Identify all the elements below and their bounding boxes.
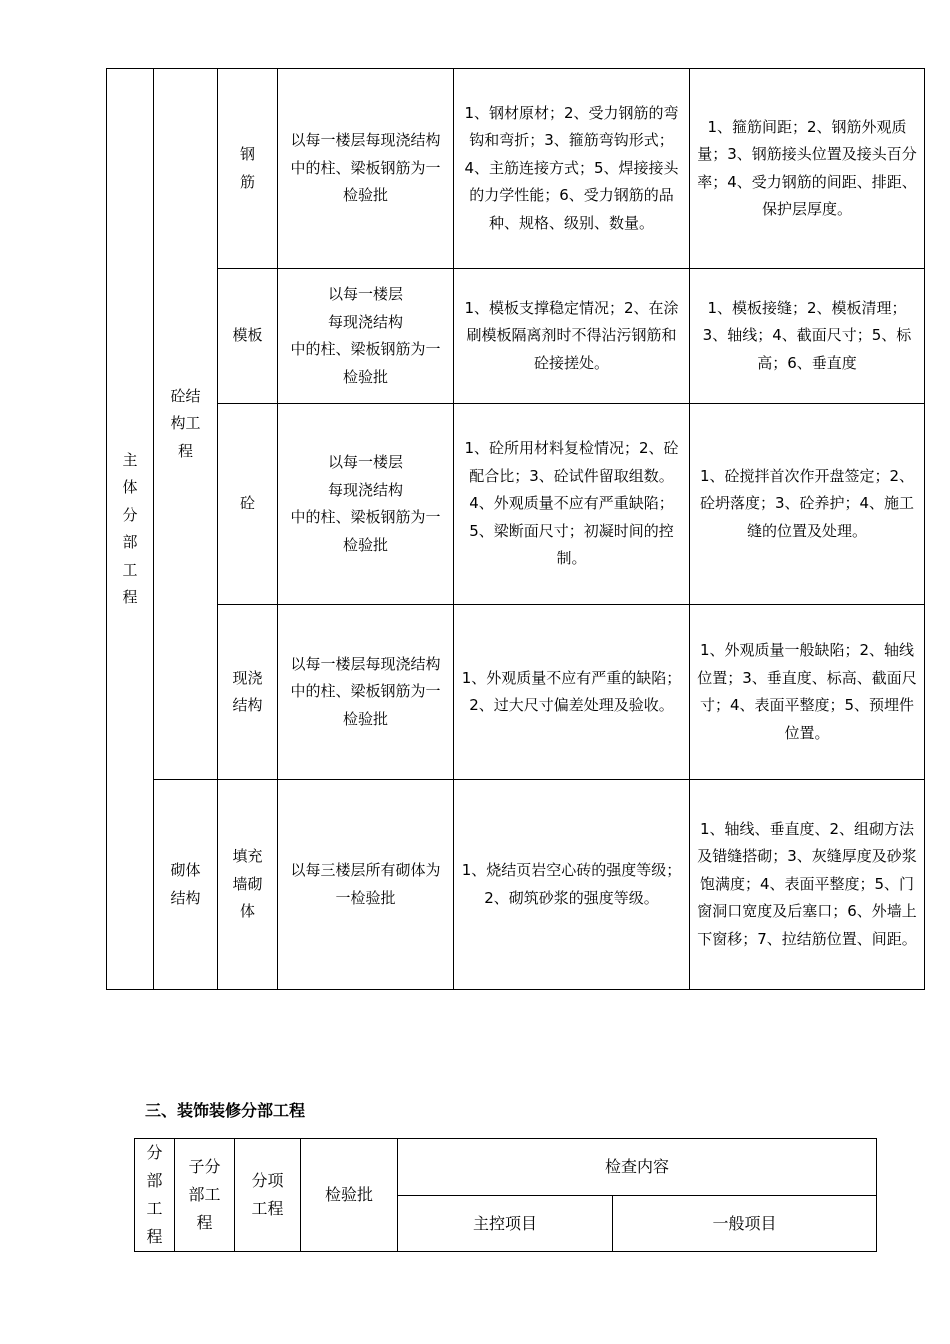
general-item-cell: 1、模板接缝；2、模板清理；3、轴线；4、截面尺寸；5、标高；6、垂直度 bbox=[690, 269, 925, 404]
main-control-cell: 1、外观质量不应有严重的缺陷；2、过大尺寸偏差处理及验收。 bbox=[454, 605, 690, 780]
general-item-cell: 1、轴线、垂直度、2、组砌方法及错缝搭砌；3、灰缝厚度及砂浆饱满度；4、表面平整度；5、门窗洞口宽度及后塞口；6、外墙上下窗移；7、拉结筋位置、间距。 bbox=[690, 780, 925, 990]
main-control-cell: 1、模板支撑稳定情况；2、在涂刷模板隔离剂时不得沾污钢筋和砼接搓处。 bbox=[454, 269, 690, 404]
header-batch: 检验批 bbox=[301, 1139, 398, 1252]
section-heading: 三、装饰装修分部工程 bbox=[145, 1101, 306, 1120]
general-item-cell: 1、外观质量一般缺陷；2、轴线位置；3、垂直度、标高、截面尺寸；4、表面平整度；5、预埋件位置。 bbox=[690, 605, 925, 780]
header-subdivision: 子分 部工 程 bbox=[175, 1139, 235, 1252]
batch-cell: 以每一楼层 每现浇结构 中的柱、梁板钢筋为一检验批 bbox=[278, 269, 454, 404]
table-row bbox=[107, 605, 925, 780]
header-item: 分项 工程 bbox=[235, 1139, 301, 1252]
header-main-control: 主控项目 bbox=[398, 1196, 613, 1252]
batch-cell: 以每三楼层所有砌体为一检验批 bbox=[278, 780, 454, 990]
main-structure-table bbox=[106, 68, 925, 990]
item-cell: 模板 bbox=[218, 269, 278, 404]
batch-cell: 以每一楼层每现浇结构中的柱、梁板钢筋为一检验批 bbox=[278, 605, 454, 780]
item-cell: 砼 bbox=[218, 404, 278, 605]
table-row bbox=[107, 404, 925, 605]
division-cell: 主 体 分 部 工 程 bbox=[107, 69, 154, 990]
item-cell: 现浇 结构 bbox=[218, 605, 278, 780]
general-item-cell: 1、砼搅拌首次作开盘签定；2、砼坍落度；3、砼养护；4、施工缝的位置及处理。 bbox=[690, 404, 925, 605]
main-control-cell: 1、烧结页岩空心砖的强度等级；2、砌筑砂浆的强度等级。 bbox=[454, 780, 690, 990]
item-cell: 填充 墙砌 体 bbox=[218, 780, 278, 990]
main-control-cell: 1、钢材原材；2、受力钢筋的弯钩和弯折；3、箍筋弯钩形式；4、主筋连接方式；5、焊接接头的力学性能；6、受力钢筋的品种、规格、级别、数量。 bbox=[454, 69, 690, 269]
header-division: 分 部 工 程 bbox=[135, 1139, 175, 1252]
batch-cell: 以每一楼层 每现浇结构 中的柱、梁板钢筋为一检验批 bbox=[278, 404, 454, 605]
main-control-cell: 1、砼所用材料复检情况；2、砼配合比；3、砼试件留取组数。4、外观质量不应有严重缺陷；5、梁断面尺寸；初凝时间的控制。 bbox=[454, 404, 690, 605]
subdivision-cell-masonry: 砌体 结构 bbox=[154, 780, 218, 990]
table-row bbox=[107, 69, 925, 269]
table-row bbox=[107, 780, 925, 990]
table-row bbox=[107, 269, 925, 404]
subdivision-cell-concrete: 砼结 构工 程 bbox=[154, 69, 218, 780]
batch-cell: 以每一楼层每现浇结构中的柱、梁板钢筋为一检验批 bbox=[278, 69, 454, 269]
decoration-header-table bbox=[134, 1138, 877, 1252]
header-inspection-content: 检查内容 bbox=[398, 1139, 877, 1196]
item-cell: 钢 筋 bbox=[218, 69, 278, 269]
general-item-cell: 1、箍筋间距；2、钢筋外观质量；3、钢筋接头位置及接头百分率；4、受力钢筋的间距、排距、保护层厚度。 bbox=[690, 69, 925, 269]
header-general: 一般项目 bbox=[613, 1196, 877, 1252]
